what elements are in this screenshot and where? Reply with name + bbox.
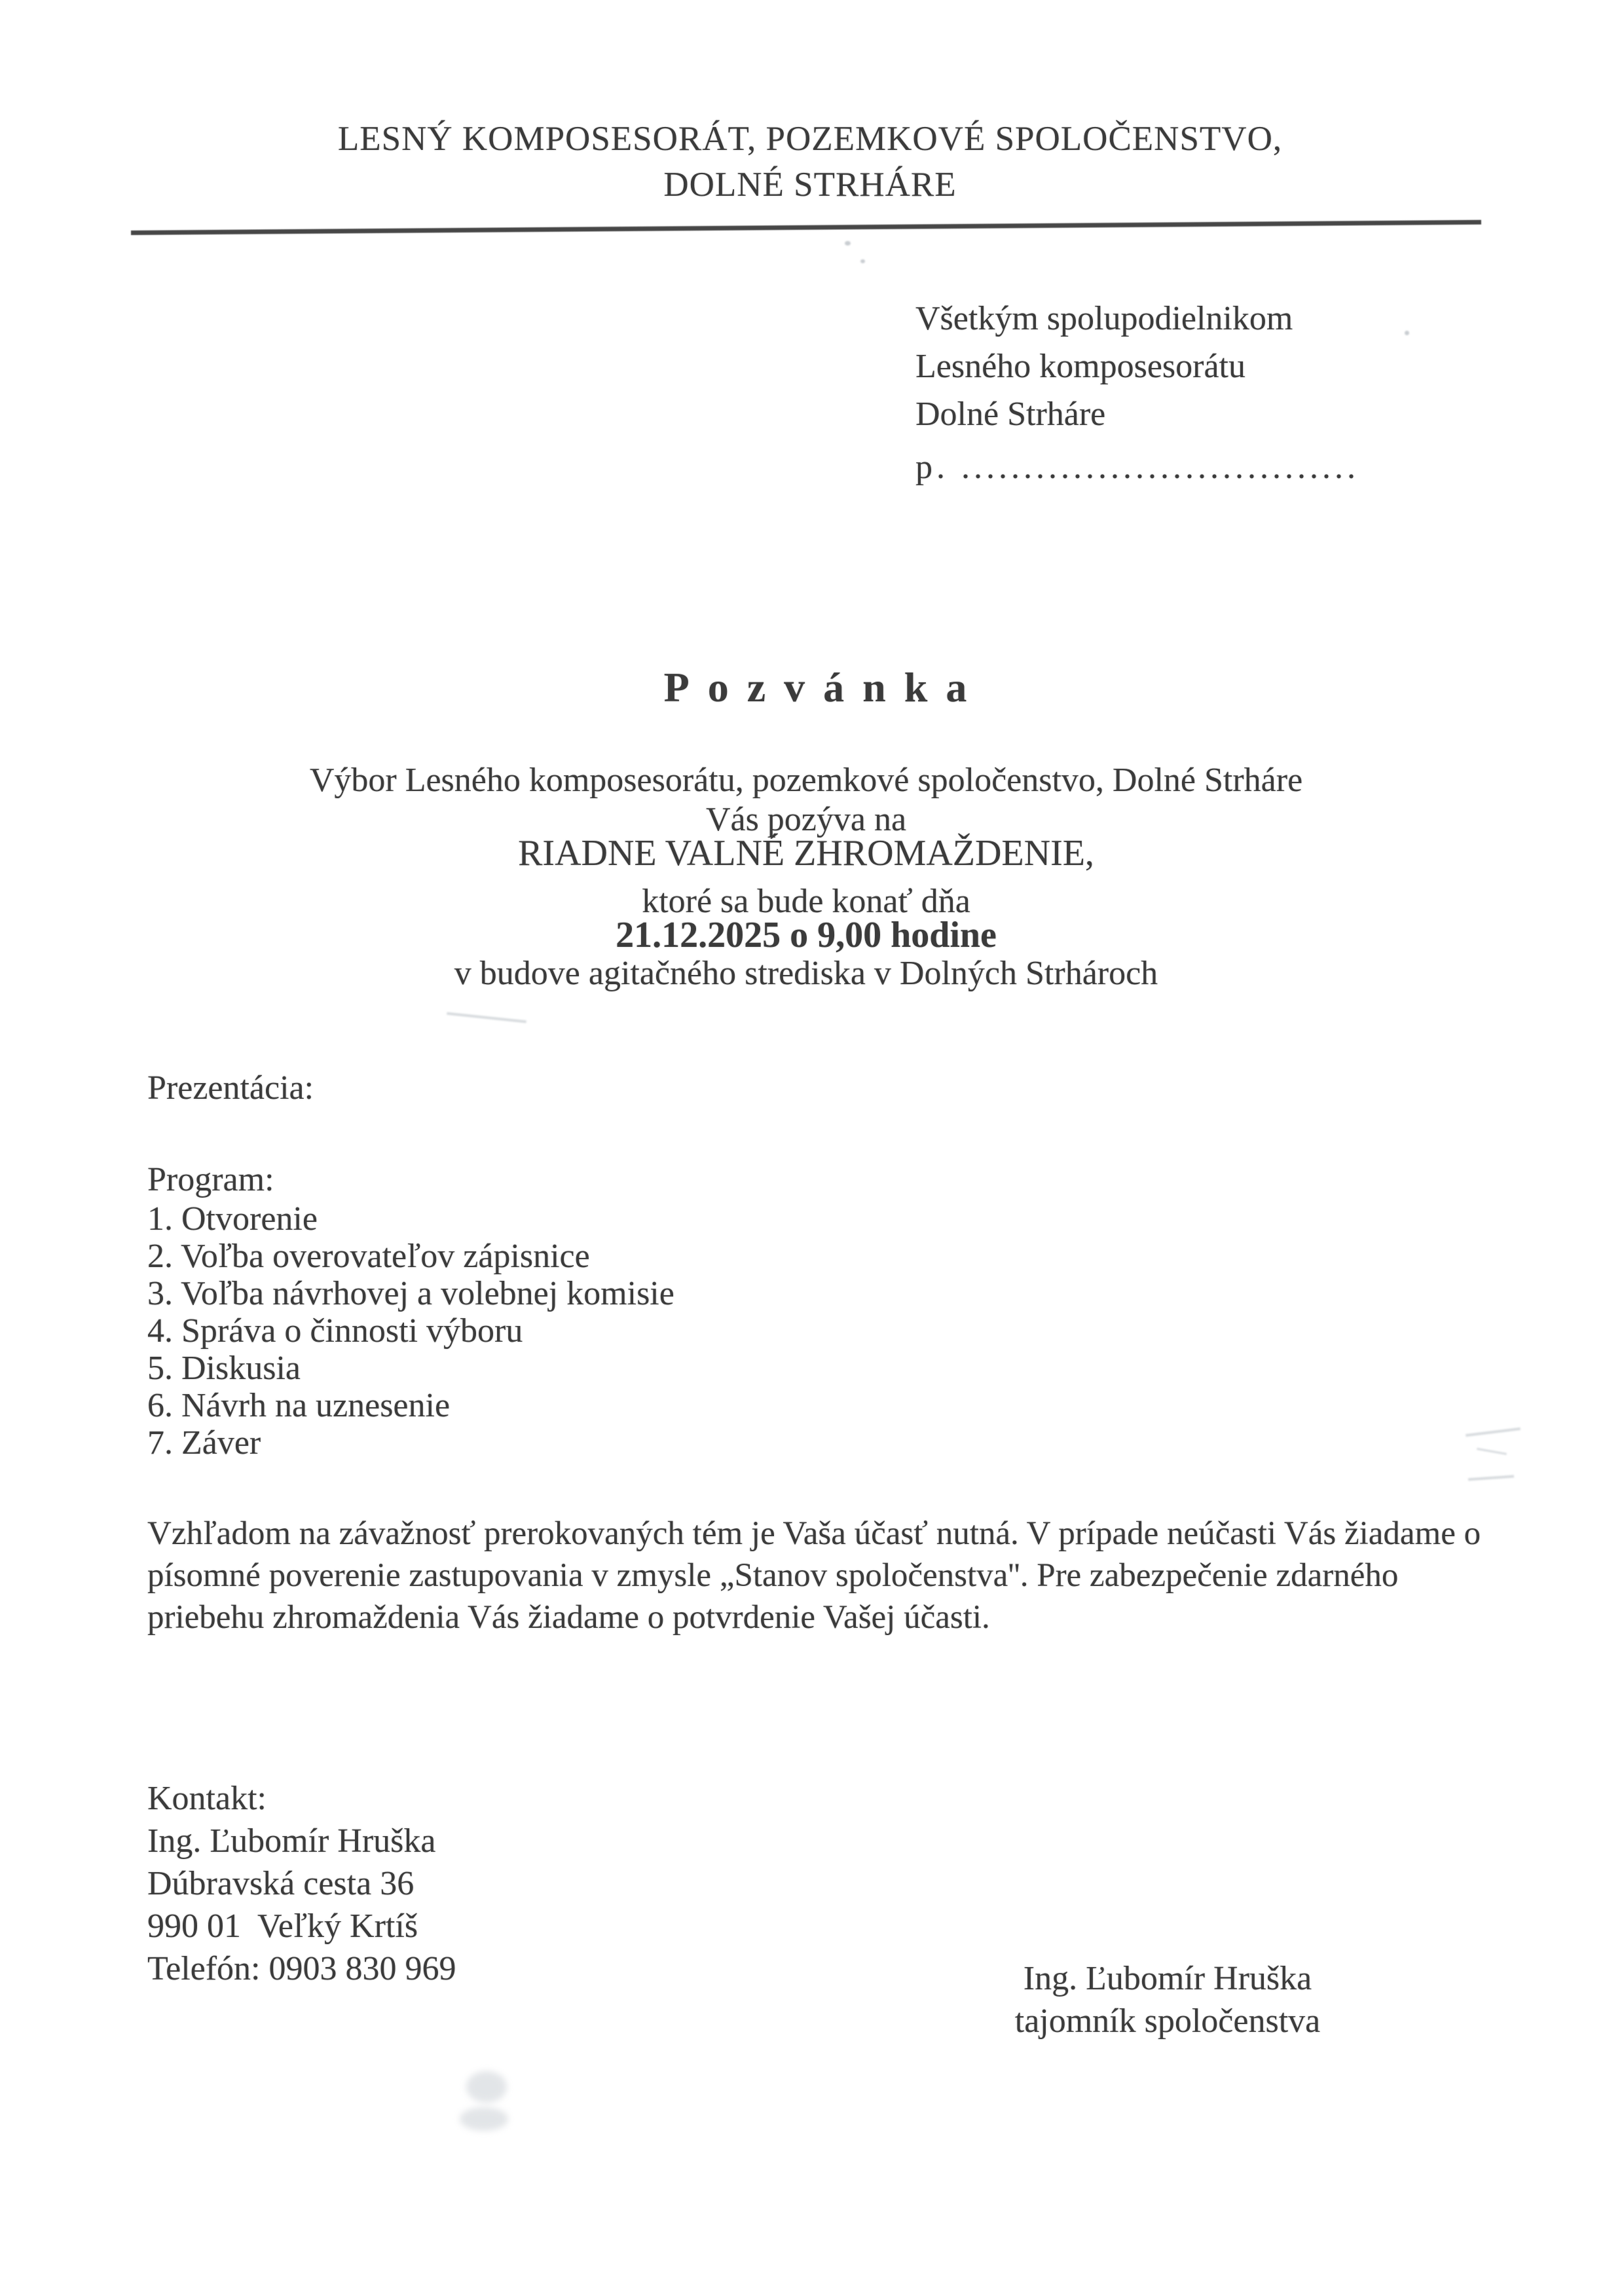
presentation-label: Prezentácia: — [147, 1069, 314, 1107]
program-item: 3. Voľba návrhovej a volebnej komisie — [147, 1275, 674, 1312]
invitation-held-on-line: ktoré sa bude konať dňa — [642, 883, 970, 920]
letterhead-org-location: DOLNÉ STRHÁRE — [663, 166, 957, 204]
invitation-intro: Výbor Lesného komposesorátu, pozemkové spoločenstvo, Dolné Strháre — [309, 762, 1303, 799]
scan-speck — [1405, 331, 1409, 335]
notice-line: priebehu zhromaždenia Vás žiadame o potvrdenie Vašej účasti. — [147, 1599, 990, 1636]
program-item: 4. Správa o činnosti výboru — [147, 1312, 523, 1350]
attendance-notice-paragraph — [147, 1513, 1481, 1638]
letterhead-divider-line — [131, 220, 1481, 235]
notice-line: Vzhľadom na závažnosť prerokovaných tém je Vaša účasť nutná. V prípade neúčasti Vás žiadame o — [147, 1515, 1481, 1552]
recipient-block — [915, 295, 1359, 491]
recipient-line: Lesného komposesorátu — [915, 348, 1246, 385]
contact-name: Ing. Ľubomír Hruška — [147, 1822, 436, 1860]
scan-smudge — [1477, 1448, 1507, 1455]
scan-speck — [860, 259, 865, 263]
contact-city: 990 01 Veľký Krtíš — [147, 1907, 418, 1945]
signature-role: tajomník spoločenstva — [1014, 2002, 1321, 2040]
invitation-datetime: 21.12.2025 o 9,00 hodine — [616, 915, 997, 955]
program-item: 6. Návrh na uznesenie — [147, 1387, 451, 1424]
recipient-line: Dolné Strháre — [915, 396, 1106, 433]
contact-block — [147, 1777, 456, 1990]
scan-speck — [845, 241, 851, 246]
document-title: Pozvánka — [663, 664, 986, 710]
signature-block — [1014, 1957, 1321, 2042]
scan-smudge — [1466, 1428, 1521, 1437]
scan-smudge — [1468, 1475, 1514, 1481]
notice-line: písomné poverenie zastupovania v zmysle „Stanov spoločenstva''. Pre zabezpečenie zdarného — [147, 1557, 1399, 1594]
signature-name: Ing. Ľubomír Hruška — [1023, 1960, 1312, 1997]
program-label: Program: — [147, 1161, 274, 1198]
contact-street: Dúbravská cesta 36 — [147, 1865, 415, 1902]
scan-smudge — [460, 2107, 508, 2131]
program-item: 1. Otvorenie — [147, 1200, 318, 1238]
program-item: 7. Záver — [147, 1424, 261, 1462]
program-list — [147, 1200, 674, 1462]
recipient-line: Všetkým spolupodielnikom — [915, 300, 1293, 337]
invitation-venue: v budove agitačného strediska v Dolných Strhároch — [454, 955, 1158, 992]
invitation-invites-line: Vás pozýva na — [705, 801, 907, 838]
program-item: 5. Diskusia — [147, 1350, 301, 1387]
scan-smudge — [466, 2071, 507, 2103]
recipient-salutation-dotted-line: p. ................................ — [915, 449, 1359, 486]
scan-smudge — [447, 1012, 526, 1023]
letterhead — [0, 116, 1620, 208]
letterhead-org-name: LESNÝ KOMPOSESORÁT, POZEMKOVÉ SPOLOČENSTVO, — [337, 120, 1283, 158]
program-item: 2. Voľba overovateľov zápisnice — [147, 1238, 590, 1275]
contact-phone: Telefón: 0903 830 969 — [147, 1950, 456, 1987]
invitation-event-name: RIADNE VALNÉ ZHROMAŽDENIE, — [518, 833, 1094, 874]
contact-label: Kontakt: — [147, 1780, 267, 1817]
